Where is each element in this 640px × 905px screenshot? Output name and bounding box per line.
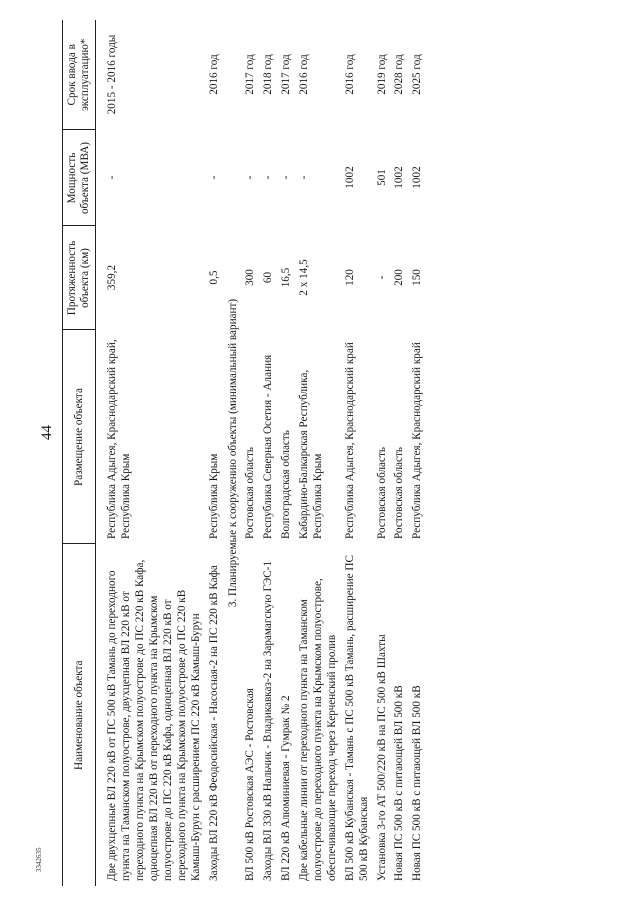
object-term-cell: 2016 год: [343, 54, 356, 95]
object-power-cell: -: [262, 175, 275, 180]
object-location-cell: Ростовская область: [244, 447, 257, 539]
object-name-cell: Две двухцепные ВЛ 220 кВ от ПС 500 кВ Тамань до переходного пункта на Таманском полуострове, двухцепная ВЛ 220 кВ от переходного пункта на Крымском полуострове до ПС 220 кВ Кафа, одноцепная ВЛ 220 кВ от переходного пункта на Крымском полуострове до ПС 220 кВ Кафа, одноцепная ВЛ 220 кВ от переходного пункта на Крымском полуострове до ПС 220 кВ Камыш-Бурун с расширением ПС 220 кВ Камыш-Бурун: [106, 559, 202, 881]
object-name-cell: Заходы ВЛ 220 кВ Феодосийская - Насосная-2 на ПС 220 кВ Кафа: [207, 565, 220, 881]
object-location-cell: Республика Адыгея, Краснодарский край, Республика Крым: [106, 339, 133, 539]
rotated-page-content: [62, 20, 572, 886]
object-term-cell: 2015 - 2016 годы: [106, 34, 119, 115]
header-object-length: Протяженность объекта (км): [63, 226, 96, 330]
object-length-cell: 150: [411, 269, 424, 286]
object-length-cell: 120: [343, 269, 356, 286]
object-power-cell: -: [298, 175, 311, 180]
object-name-cell: Две кабельные линии от переходного пункта на Таманском полуострове до переходного пункта на Крымском полуострове, обеспечивающие переход через Керченский пролив: [298, 578, 338, 881]
object-term-cell: 2028 год: [393, 54, 406, 95]
object-location-cell: Республика Адыгея, Краснодарский край: [411, 342, 424, 539]
object-length-cell: 359,2: [106, 264, 119, 291]
object-term-cell: 2016 год: [207, 54, 220, 95]
table-row: [100, 20, 206, 886]
header-commissioning-term: Срок ввода в эксплуатацию*: [63, 20, 96, 130]
object-name-cell: ВЛ 500 кВ Кубанская - Тамань с ПС 500 кВ Тамань, расширение ПС 500 кВ Кубанская: [343, 555, 370, 881]
object-name-cell: Установка 3-го АТ 500/220 кВ на ПС 500 кВ Шахты: [375, 634, 388, 881]
object-location-cell: Республика Адыгея, Краснодарский край: [343, 342, 356, 539]
table-header-row: [63, 20, 96, 886]
table-row: [207, 20, 225, 886]
object-power-cell: 1002: [393, 166, 406, 189]
object-location-cell: Кабардино-Балкарская Республика, Республика Крым: [298, 369, 325, 539]
table-row: [343, 20, 375, 886]
object-location-cell: Ростовская область: [375, 447, 388, 539]
table-row: [261, 20, 279, 886]
object-name-cell: Заходы ВЛ 330 кВ Нальчик - Владикавказ-2 на Зарамагскую ГЭС-1: [262, 560, 275, 881]
object-location-cell: Ростовская область: [393, 447, 406, 539]
object-length-cell: 200: [393, 269, 406, 286]
object-power-cell: -: [280, 175, 293, 180]
table-row: [410, 20, 428, 886]
table-row: [297, 20, 343, 886]
header-object-location: Размещение объекта: [63, 330, 96, 544]
object-name-cell: ВЛ 220 кВ Алюминиевая - Гумрак № 2: [280, 695, 293, 881]
object-length-cell: 16,5: [280, 267, 293, 288]
section-heading-row: [225, 20, 244, 886]
table-row: [243, 20, 261, 886]
header-object-power: Мощность объекта (МВА): [63, 130, 96, 226]
object-term-cell: 2017 год: [280, 54, 293, 95]
objects-table: [62, 20, 428, 886]
object-power-cell: 501: [375, 169, 388, 186]
object-term-cell: 2018 год: [262, 54, 275, 95]
object-length-cell: 300: [244, 269, 257, 286]
object-power-cell: 1002: [343, 166, 356, 189]
object-term-cell: 2019 год: [375, 54, 388, 95]
object-term-cell: 2017 год: [244, 54, 257, 95]
object-length-cell: 2 х 14,5: [298, 259, 311, 296]
object-length-cell: -: [375, 275, 388, 280]
object-power-cell: -: [106, 175, 119, 180]
object-power-cell: -: [244, 175, 257, 180]
object-name-cell: Новая ПС 500 кВ с питающей ВЛ 500 кВ: [393, 685, 406, 881]
object-location-cell: Волгоградская область: [280, 430, 293, 539]
object-power-cell: -: [207, 175, 220, 180]
object-power-cell: 1002: [411, 166, 424, 189]
object-length-cell: 0,5: [207, 270, 220, 285]
document-code: 3342635: [35, 847, 43, 872]
table-row: [279, 20, 297, 886]
object-term-cell: 2016 год: [298, 54, 311, 95]
header-object-name: Наименование объекта: [63, 544, 96, 886]
object-name-cell: ВЛ 500 кВ Ростовская АЭС - Ростовская: [244, 688, 257, 881]
object-length-cell: 60: [262, 271, 275, 284]
object-term-cell: 2025 год: [411, 54, 424, 95]
table-row: [375, 20, 393, 886]
page-number: 44: [39, 425, 55, 440]
object-location-cell: Республика Северная Осетия - Алания: [262, 354, 275, 539]
object-name-cell: Новая ПС 500 кВ с питающей ВЛ 500 кВ: [411, 685, 424, 881]
section-heading: 3. Планируемые к сооружению объекты (минимальный вариант): [226, 298, 239, 608]
table-row: [392, 20, 410, 886]
object-location-cell: Республика Крым: [207, 453, 220, 539]
